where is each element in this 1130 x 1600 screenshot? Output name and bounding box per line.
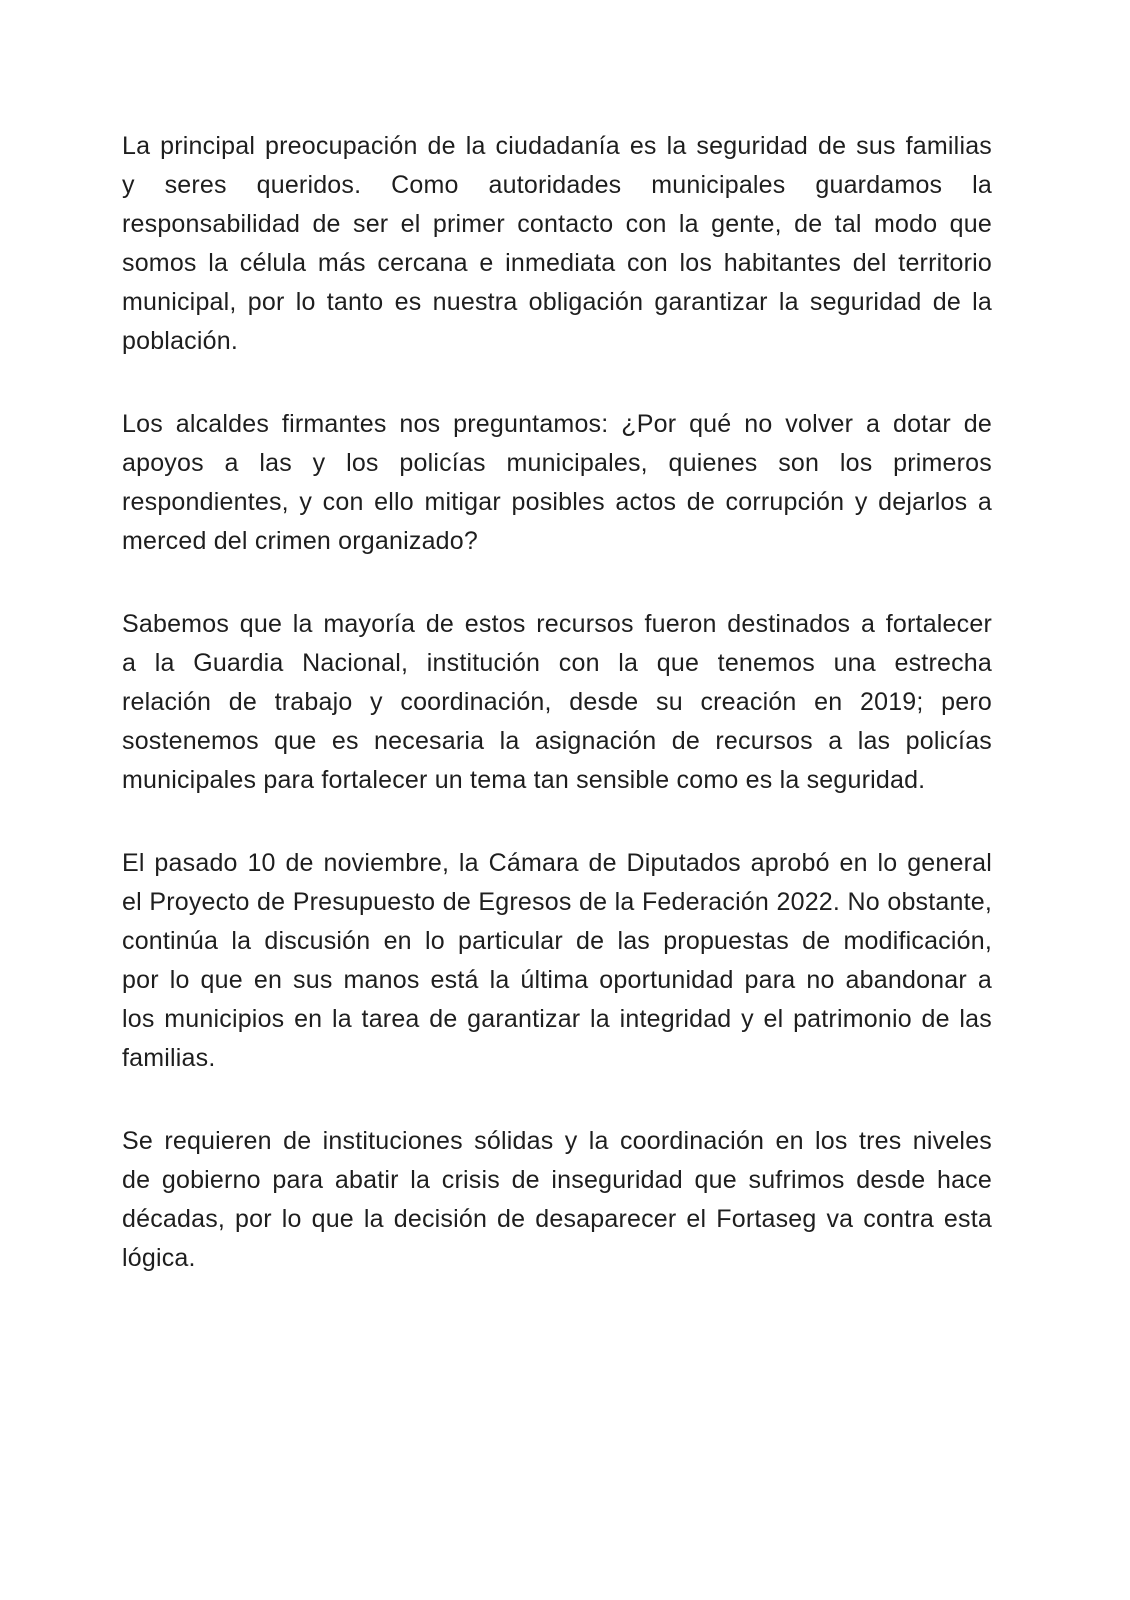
text-line: continúa la discusión en lo particular de las propuestas de modificación, (122, 927, 992, 955)
text-line: merced del crimen organizado? (122, 527, 478, 555)
text-line: relación de trabajo y coordinación, desde su creación en 2019; pero (122, 688, 992, 716)
text-line: municipales para fortalecer un tema tan sensible como es la seguridad. (122, 766, 926, 794)
text-line: los municipios en la tarea de garantizar la integridad y el patrimonio de las (122, 1005, 992, 1033)
text-line: sostenemos que es necesaria la asignación de recursos a las policías (122, 727, 992, 755)
text-line: El pasado 10 de noviembre, la Cámara de Diputados aprobó en lo general (122, 849, 992, 877)
paragraph-4 (122, 844, 992, 1078)
text-line: municipal, por lo tanto es nuestra obligación garantizar la seguridad de la (122, 288, 992, 316)
text-line: y seres queridos. Como autoridades municipales guardamos la (122, 171, 992, 199)
text-line: Se requieren de instituciones sólidas y la coordinación en los tres niveles (122, 1127, 992, 1155)
text-line: familias. (122, 1044, 216, 1072)
text-line: décadas, por lo que la decisión de desaparecer el Fortaseg va contra esta (122, 1205, 992, 1233)
text-line: Los alcaldes firmantes nos preguntamos: ¿Por qué no volver a dotar de (122, 410, 992, 438)
text-line: el Proyecto de Presupuesto de Egresos de la Federación 2022. No obstante, (122, 888, 992, 916)
paragraph-1 (122, 127, 992, 361)
paragraph-5 (122, 1122, 992, 1278)
text-line: apoyos a las y los policías municipales, quienes son los primeros (122, 449, 992, 477)
text-line: por lo que en sus manos está la última oportunidad para no abandonar a (122, 966, 992, 994)
text-line: respondientes, y con ello mitigar posibles actos de corrupción y dejarlos a (122, 488, 992, 516)
text-line: Sabemos que la mayoría de estos recursos fueron destinados a fortalecer (122, 610, 992, 638)
text-line: responsabilidad de ser el primer contacto con la gente, de tal modo que (122, 210, 992, 238)
text-line: de gobierno para abatir la crisis de inseguridad que sufrimos desde hace (122, 1166, 992, 1194)
text-line: lógica. (122, 1244, 196, 1272)
text-line: somos la célula más cercana e inmediata con los habitantes del territorio (122, 249, 992, 277)
paragraph-2 (122, 405, 992, 561)
paragraph-3 (122, 605, 992, 800)
text-line: La principal preocupación de la ciudadanía es la seguridad de sus familias (122, 132, 992, 160)
text-line: a la Guardia Nacional, institución con la que tenemos una estrecha (122, 649, 992, 677)
text-line: población. (122, 327, 238, 355)
